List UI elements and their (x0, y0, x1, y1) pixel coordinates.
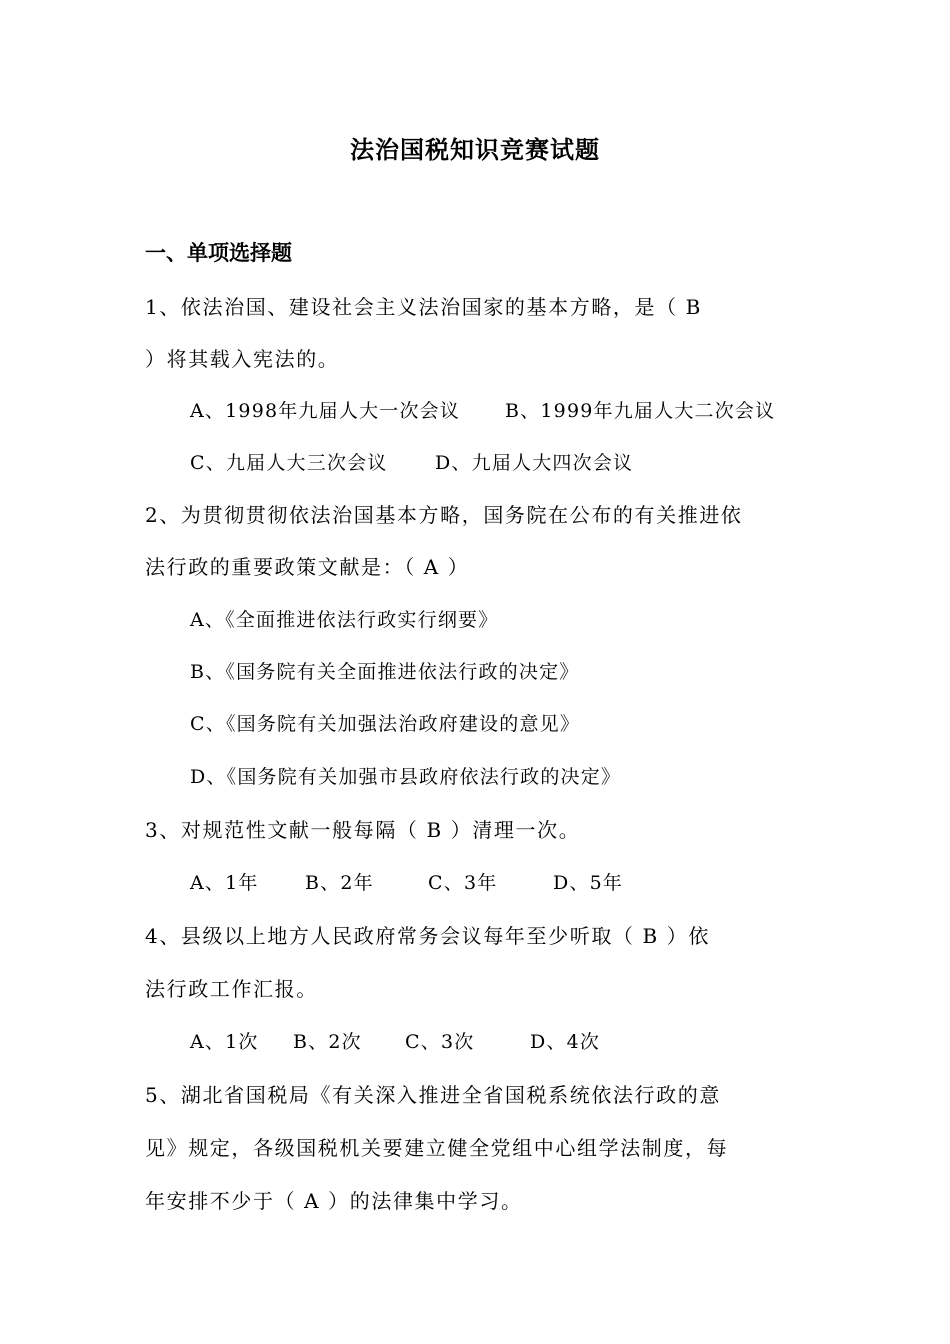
document-title: 法治国税知识竞赛试题 (350, 136, 600, 164)
question-1-option-b: B、1999年九届人大二次会议 (505, 400, 776, 422)
question-1-option-c: C、九届人大三次会议 (190, 452, 388, 474)
question-1-line-2: ）将其载入宪法的。 (145, 347, 340, 371)
question-3-line-1: 3、对规范性文献一般每隔（ B ）清理一次。 (145, 818, 581, 842)
question-4-line-1: 4、县级以上地方人民政府常务会议每年至少听取（ B ）依 (145, 924, 710, 948)
question-5-line-1: 5、湖北省国税局《有关深入推进全省国税系统依法行政的意 (145, 1083, 721, 1107)
question-4-option-b: B、2次 (293, 1031, 362, 1053)
question-4-line-2: 法行政工作汇报。 (145, 977, 318, 1001)
question-3-option-c: C、3年 (428, 872, 498, 894)
question-1-line-1: 1、依法治国、建设社会主义法治国家的基本方略，是（ B (145, 295, 702, 319)
question-5-line-3: 年安排不少于（ A ）的法律集中学习。 (145, 1189, 523, 1213)
section-heading: 一、单项选择题 (145, 241, 292, 265)
question-2-option-b: B、《国务院有关全面推进依法行政的决定》 (190, 661, 580, 683)
question-4-option-d: D、4次 (530, 1031, 601, 1053)
question-2-option-a: A、《全面推进依法行政实行纲要》 (190, 609, 499, 631)
question-1-option-d: D、九届人大四次会议 (435, 452, 634, 474)
question-5-line-2: 见》规定，各级国税机关要建立健全党组中心组学法制度，每 (145, 1136, 729, 1160)
question-3-option-a: A、1年 (190, 872, 259, 894)
question-2-line-2: 法行政的重要政策文献是：（ A ） (145, 555, 470, 579)
question-4-option-c: C、3次 (405, 1031, 475, 1053)
question-2-option-d: D、《国务院有关加强市县政府依法行政的决定》 (190, 766, 622, 788)
question-1-option-a: A、1998年九届人大一次会议 (190, 400, 461, 422)
question-2-line-1: 2、为贯彻贯彻依法治国基本方略，国务院在公布的有关推进依 (145, 503, 743, 527)
question-3-option-d: D、5年 (553, 872, 624, 894)
question-3-option-b: B、2年 (305, 872, 374, 894)
question-2-option-c: C、《国务院有关加强法治政府建设的意见》 (190, 713, 581, 735)
question-4-option-a: A、1次 (190, 1031, 259, 1053)
